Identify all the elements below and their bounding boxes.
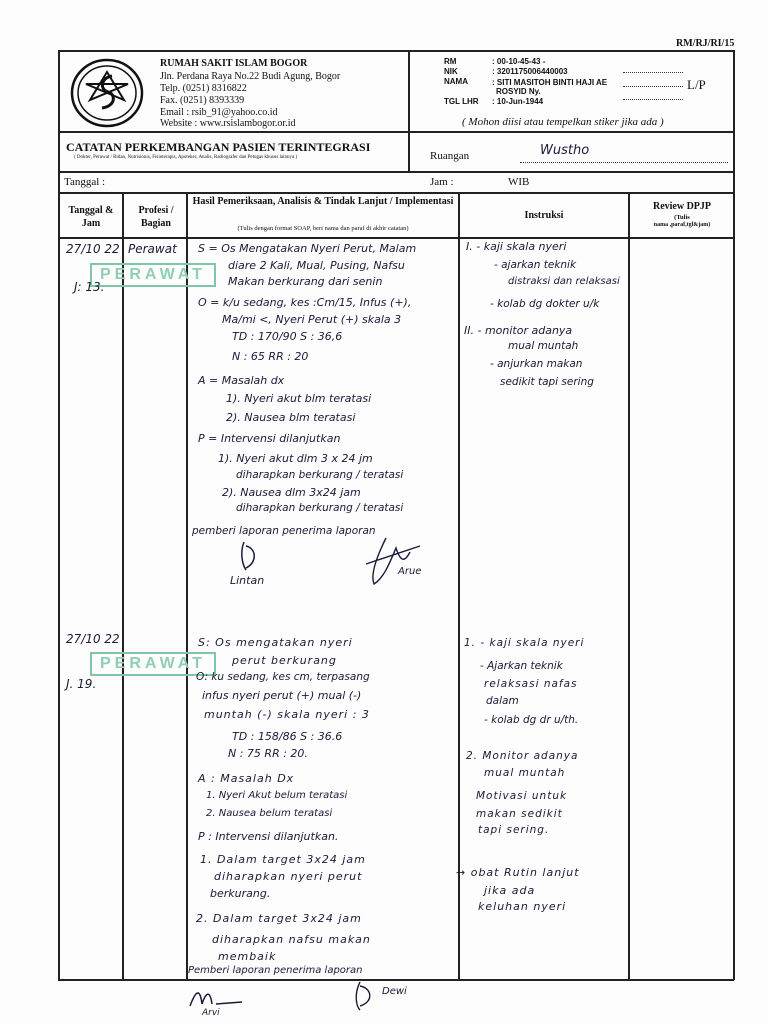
ruangan-value: Wustho bbox=[540, 143, 590, 158]
gender-lp: L/P bbox=[687, 77, 706, 92]
entry1-soap-line: N : 65 RR : 20 bbox=[232, 350, 309, 363]
entry1-time: J: 13. bbox=[74, 280, 105, 294]
entry2-instruksi-line: dalam bbox=[486, 695, 519, 707]
entry1-soap-line: O = k/u sedang, kes :Cm/15, Infus (+), bbox=[198, 296, 412, 309]
dotted-line-nama bbox=[623, 86, 683, 87]
entry1-profesi: Perawat bbox=[128, 242, 177, 256]
hospital-name: RUMAH SAKIT ISLAM BOGOR bbox=[160, 58, 308, 69]
entry2-soap-line: 2. Nausea belum teratasi bbox=[206, 808, 333, 819]
tanggal-label: Tanggal : bbox=[64, 176, 106, 188]
entry1-instruksi-line: - anjurkan makan bbox=[490, 358, 583, 370]
entry1-soap-line: Makan berkurang dari senin bbox=[228, 275, 383, 288]
entry1-instruksi-line: II. - monitor adanya bbox=[464, 324, 573, 337]
entry2-soap-line: perut berkurang bbox=[232, 654, 337, 667]
signature-3-name: Arvi bbox=[202, 1008, 220, 1018]
rm-label: RM bbox=[444, 57, 457, 66]
entry1-soap-line: diare 2 Kali, Mual, Pusing, Nafsu bbox=[228, 259, 405, 272]
signature-1 bbox=[230, 540, 270, 574]
dotted-line-tgl bbox=[623, 99, 683, 100]
tgl-lhr-label: TGL LHR bbox=[444, 97, 479, 106]
entry1-instruksi-line: distraksi dan relaksasi bbox=[508, 276, 620, 287]
entry2-instruksi-line: 1. - kaji skala nyeri bbox=[464, 637, 585, 649]
entry2-instruksi-line: - kolab dg dr u/th. bbox=[484, 714, 579, 726]
entry1-instruksi-line: - ajarkan teknik bbox=[494, 259, 577, 271]
signature-1-name: Lintan bbox=[230, 574, 265, 587]
entry2-soap-line: 2. Dalam target 3x24 jam bbox=[196, 912, 362, 925]
entry1-soap-line: TD : 170/90 S : 36,6 bbox=[232, 330, 343, 343]
col-header-tanggal-jam: Tanggal & Jam bbox=[68, 205, 114, 229]
hospital-fax: Fax. (0251) 8393339 bbox=[160, 95, 245, 106]
entry2-soap-line: infus nyeri perut (+) mual (-) bbox=[202, 689, 362, 702]
header-line-2 bbox=[58, 171, 734, 173]
nama-value: : SITI MASITOH BINTI HAJI AE bbox=[492, 78, 608, 87]
entry2-report-line: Pemberi laporan penerima laporan bbox=[188, 965, 363, 976]
entry1-instruksi-line: sedikit tapi sering bbox=[500, 376, 594, 388]
entry1-instruksi-line: mual muntah bbox=[508, 340, 579, 352]
border-bottom bbox=[58, 979, 734, 981]
hospital-email: Email : rsib_91@yahoo.co.id bbox=[160, 107, 278, 118]
wib-label: WIB bbox=[508, 176, 530, 188]
entry2-instruksi-line: Motivasi untuk bbox=[476, 790, 568, 802]
ruangan-label: Ruangan bbox=[430, 150, 470, 162]
entry2-instruksi-line: jika ada bbox=[484, 884, 536, 897]
col-header-profesi: Profesi / Bagian bbox=[138, 205, 174, 229]
entry2-soap-line: S: Os mengatakan nyeri bbox=[198, 636, 353, 649]
col-divider-3 bbox=[458, 192, 460, 980]
hospital-website: Website : www.rsislambogor.or.id bbox=[160, 118, 296, 129]
entry1-instruksi-line: - kolab dg dokter u/k bbox=[490, 298, 600, 310]
entry2-soap-line: TD : 158/86 S : 36.6 bbox=[232, 730, 343, 743]
form-title: CATATAN PERKEMBANGAN PASIEN TERINTEGRASI bbox=[66, 140, 371, 154]
entry2-soap-line: 1. Nyeri Akut belum teratasi bbox=[206, 790, 348, 801]
entry1-soap-line: diharapkan berkurang / teratasi bbox=[236, 469, 404, 481]
entry2-soap-line: membaik bbox=[218, 950, 277, 963]
entry2-soap-line: N : 75 RR : 20. bbox=[228, 747, 308, 760]
entry2-instruksi-line: makan sedikit bbox=[476, 808, 563, 820]
hospital-address: Jln. Perdana Raya No.22 Budi Agung, Bogor bbox=[160, 71, 341, 82]
hospital-logo bbox=[70, 58, 144, 128]
jam-label: Jam : bbox=[430, 176, 454, 188]
entry1-soap-line: P = Intervensi dilanjutkan bbox=[198, 432, 341, 445]
sticker-note: ( Mohon diisi atau tempelkan stiker jika ada ) bbox=[462, 116, 664, 128]
entry1-soap-line: S = Os Mengatakan Nyeri Perut, Malam bbox=[198, 242, 417, 255]
entry2-soap-line: berkurang. bbox=[210, 887, 271, 900]
entry2-instruksi-line: keluhan nyeri bbox=[478, 900, 567, 913]
entry2-soap-line: muntah (-) skala nyeri : 3 bbox=[204, 708, 370, 721]
perawat-stamp-2: PERAWAT bbox=[90, 652, 216, 676]
entry1-soap-line: 1). Nyeri akut dlm 3 x 24 jm bbox=[218, 452, 373, 465]
ruangan-dotted-line bbox=[520, 162, 728, 163]
col-header-review-sub2: nama ,paraf,tgl&jam) bbox=[653, 222, 711, 228]
border-top bbox=[58, 50, 734, 52]
entry1-soap-line: 2). Nausea dlm 3x24 jam bbox=[222, 486, 361, 499]
entry2-instruksi-line: relaksasi nafas bbox=[484, 678, 578, 690]
nama-label: NAMA bbox=[444, 77, 468, 86]
rm-value: : 00-10-45-43 - bbox=[492, 57, 546, 66]
entry1-soap-line: Ma/mi <, Nyeri Perut (+) skala 3 bbox=[222, 313, 402, 326]
perawat-stamp-1: PERAWAT bbox=[90, 263, 216, 287]
header-divider bbox=[408, 50, 410, 171]
entry2-date: 27/10 22 bbox=[66, 632, 120, 646]
nik-label: NIK bbox=[444, 67, 458, 76]
entry2-instruksi-line: - Ajarkan teknik bbox=[480, 660, 563, 672]
col-divider-1 bbox=[122, 192, 124, 980]
entry1-report-line: pemberi laporan penerima laporan bbox=[192, 525, 376, 537]
border-right bbox=[733, 50, 735, 980]
signature-2 bbox=[360, 534, 440, 590]
nik-value: : 3201175006440003 bbox=[492, 67, 568, 76]
col-header-instruksi: Instruksi bbox=[524, 210, 564, 221]
entry1-soap-line: 2). Nausea blm teratasi bbox=[226, 411, 356, 424]
entry2-time: J. 19. bbox=[66, 677, 97, 691]
entry2-soap-line: A : Masalah Dx bbox=[198, 772, 295, 785]
nama-value-2: ROSYID Ny. bbox=[496, 87, 541, 96]
header-line-3 bbox=[58, 192, 734, 194]
form-subtitle: ( Dokter, Perawat / Bidan, Nutrisionis, Fisioterapis, Apoteker, Analis, Radiografer dan Petugas khusus lainnya ) bbox=[74, 155, 298, 160]
entry1-soap-line: 1). Nyeri akut blm teratasi bbox=[226, 392, 372, 405]
entry2-instruksi-line: → obat Rutin lanjut bbox=[456, 866, 580, 879]
signature-2-name: Arue bbox=[398, 566, 422, 577]
entry1-soap-line: A = Masalah dx bbox=[198, 374, 285, 387]
entry2-instruksi-line: tapi sering. bbox=[478, 824, 550, 836]
col-divider-2 bbox=[186, 192, 188, 980]
entry1-instruksi-line: I. - kaji skala nyeri bbox=[466, 240, 567, 253]
entry2-soap-line: 1. Dalam target 3x24 jam bbox=[200, 853, 366, 866]
entry2-soap-line: diharapkan nyeri perut bbox=[214, 870, 363, 883]
border-left bbox=[58, 50, 60, 980]
entry1-date: 27/10 22 bbox=[66, 242, 120, 256]
entry2-soap-line: P : Intervensi dilanjutkan. bbox=[198, 830, 339, 843]
col-header-review: Review DPJP bbox=[652, 201, 712, 212]
col-header-review-sub1: (Tulis bbox=[674, 214, 690, 221]
entry1-soap-line: diharapkan berkurang / teratasi bbox=[236, 502, 404, 514]
tgl-lhr-value: : 10-Jun-1944 bbox=[492, 97, 544, 106]
entry2-soap-line: O: ku sedang, kes cm, terpasang bbox=[196, 671, 370, 683]
header-line-4 bbox=[58, 237, 734, 239]
col-header-hasil-sub: (Tulis dengan format SOAP, beri nama dan paraf di akhir catatan) bbox=[237, 225, 409, 232]
entry2-soap-line: diharapkan nafsu makan bbox=[212, 933, 371, 946]
entry2-instruksi-line: mual muntah bbox=[484, 767, 566, 779]
hospital-phone: Telp. (0251) 8316822 bbox=[160, 83, 247, 94]
form-code: RM/RJ/RI/15 bbox=[676, 38, 735, 49]
col-header-hasil: Hasil Pemeriksaan, Analisis & Tindak Lanjut / Implementasi bbox=[192, 196, 454, 207]
entry2-instruksi-line: 2. Monitor adanya bbox=[466, 750, 579, 762]
signature-4-name: Dewi bbox=[382, 986, 407, 997]
col-divider-4 bbox=[628, 192, 630, 980]
header-line-1 bbox=[58, 131, 734, 133]
dotted-line-rm bbox=[623, 72, 683, 73]
